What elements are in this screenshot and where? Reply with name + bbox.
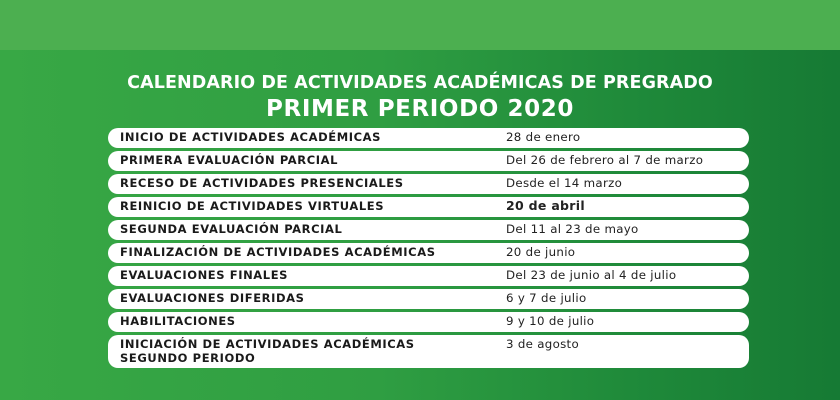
date-value: 20 de junio bbox=[506, 245, 576, 259]
date-value: 6 y 7 de julio bbox=[506, 291, 587, 305]
activity-label: REINICIO DE ACTIVIDADES VIRTUALES bbox=[120, 199, 385, 213]
date-value: 20 de abril bbox=[506, 198, 585, 213]
activity-label: HABILITACIONES bbox=[120, 314, 236, 328]
date-value: Desde el 14 marzo bbox=[506, 176, 623, 190]
calendar-row-reinicio bbox=[108, 197, 749, 217]
activity-label bbox=[120, 337, 490, 365]
calendar-row-primera-evaluacion bbox=[108, 151, 749, 171]
page-title: CALENDARIO DE ACTIVIDADES ACADÉMICAS DE PREGRADO bbox=[127, 73, 713, 93]
activity-label: FINALIZACIÓN DE ACTIVIDADES ACADÉMICAS bbox=[120, 245, 436, 259]
activity-label-line2: SEGUNDO PERIODO bbox=[120, 351, 256, 365]
activity-label: RECESO DE ACTIVIDADES PRESENCIALES bbox=[120, 176, 404, 190]
date-value: Del 26 de febrero al 7 de marzo bbox=[506, 153, 704, 167]
activity-label-line1: INICIACIÓN DE ACTIVIDADES ACADÉMICAS bbox=[120, 337, 415, 351]
top-color-band bbox=[0, 0, 840, 50]
calendar-row-evaluaciones-finales bbox=[108, 266, 749, 286]
activity-label: EVALUACIONES FINALES bbox=[120, 268, 289, 282]
calendar-row-finalizacion bbox=[108, 243, 749, 263]
date-value: 9 y 10 de julio bbox=[506, 314, 595, 328]
calendar-row-segunda-evaluacion bbox=[108, 220, 749, 240]
activity-label: PRIMERA EVALUACIÓN PARCIAL bbox=[120, 153, 339, 167]
page-subtitle: PRIMER PERIODO 2020 bbox=[266, 96, 574, 122]
calendar-row-habilitaciones bbox=[108, 312, 749, 332]
date-value: 3 de agosto bbox=[506, 337, 579, 351]
activity-label: INICIO DE ACTIVIDADES ACADÉMICAS bbox=[120, 130, 382, 144]
date-value: 28 de enero bbox=[506, 130, 581, 144]
date-value: Del 11 al 23 de mayo bbox=[506, 222, 639, 236]
activity-label: SEGUNDA EVALUACIÓN PARCIAL bbox=[120, 222, 343, 236]
calendar-row-inicio bbox=[108, 128, 749, 148]
calendar-row-receso bbox=[108, 174, 749, 194]
calendar-table bbox=[108, 128, 749, 371]
date-value: Del 23 de junio al 4 de julio bbox=[506, 268, 677, 282]
activity-label: EVALUACIONES DIFERIDAS bbox=[120, 291, 305, 305]
calendar-row-evaluaciones-diferidas bbox=[108, 289, 749, 309]
calendar-row-iniciacion bbox=[108, 335, 749, 368]
